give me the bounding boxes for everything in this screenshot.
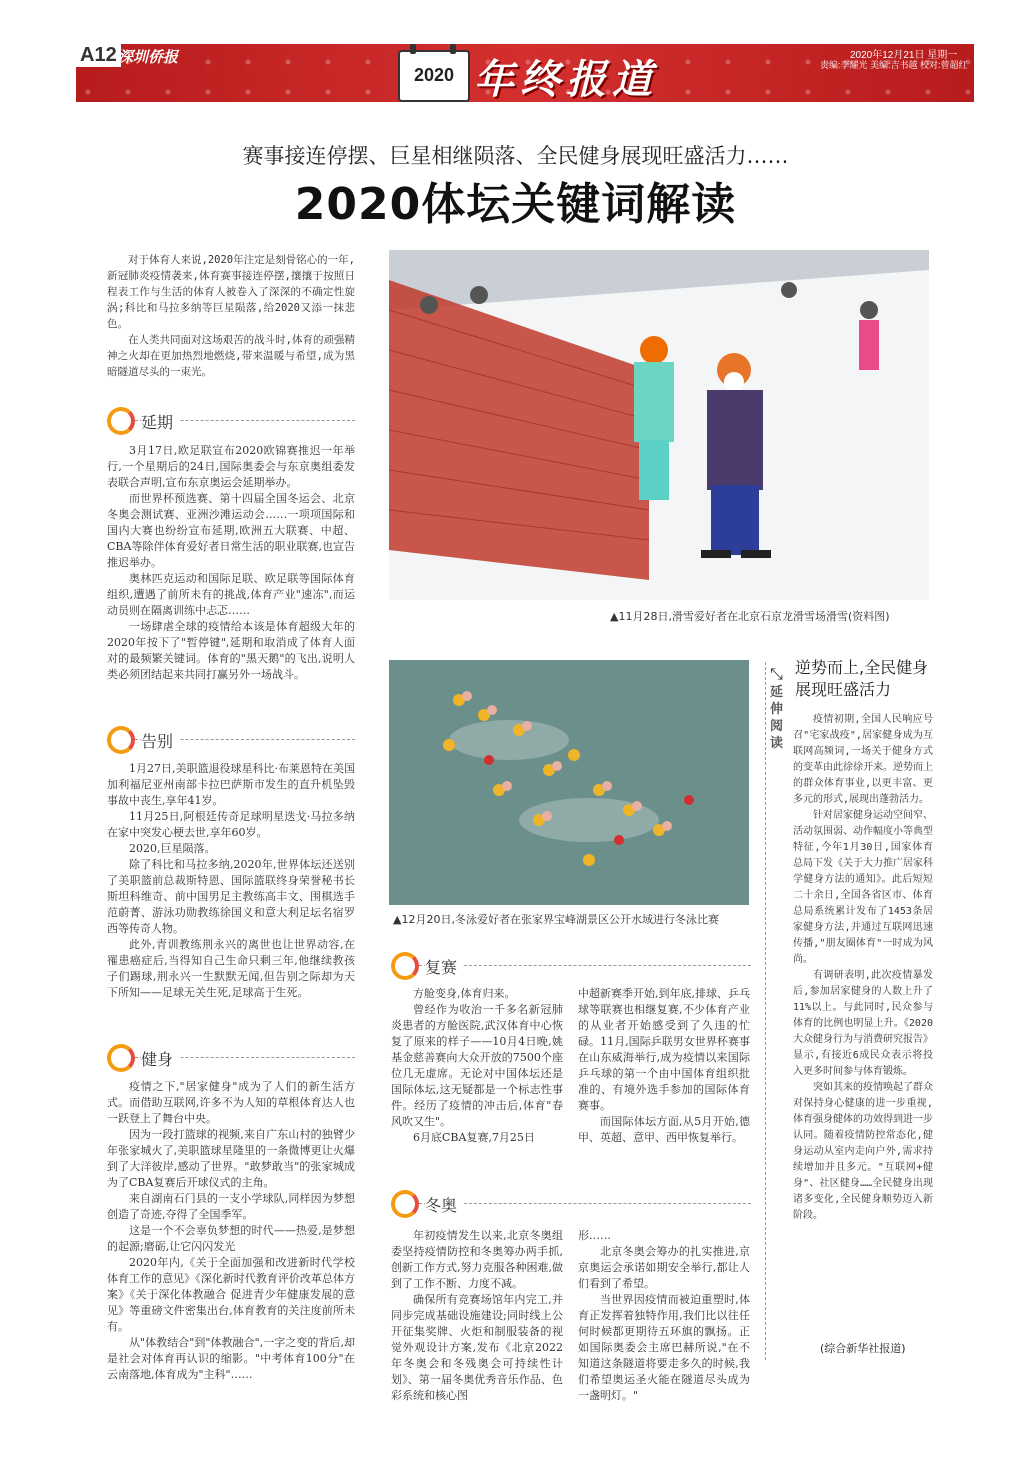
ring-icon bbox=[107, 1044, 135, 1072]
dashed-divider bbox=[419, 1203, 751, 1204]
paragraph: 2020,巨星陨落。 bbox=[129, 842, 216, 855]
paragraph: 这是一个不会辜负梦想的时代——热爱,是梦想的起源;磨砺,让它闪闪发光 bbox=[107, 1224, 355, 1253]
paragraph: 年初疫情发生以来,北京冬奥组委坚持疫情防控和冬奥筹办两手抓,创新工作方式,努力克服各种困难,做到了工作不断、力度不减。 bbox=[391, 1229, 563, 1290]
paragraph: 来自湖南石门县的一支小学球队,同样因为梦想创造了奇迹,夺得了全国季军。 bbox=[107, 1192, 355, 1221]
editor-credits: 责编:李耀光 美编:吉书越 校对:曾超红 bbox=[820, 60, 968, 70]
intro-text bbox=[107, 252, 355, 380]
paragraph: 中超新赛季开始,到年底,排球、乒乓球等联赛也相继复赛,不少体育产业的从业者开始感受到了久违的忙碌。11月,国际乒联男女世界杯赛事在山东威海举行,成为疫情以来国际乒乓球的第一个由中国体育组织批准的、有境外选手参加的国际体育赛事。 bbox=[578, 987, 750, 1112]
winter-text bbox=[391, 1228, 563, 1404]
paragraph: 奥林匹克运动和国际足联、欧足联等国际体育组织,遭遇了前所未有的挑战,体育产业"速冻",而运动员则在隔离训练中忐忑…… bbox=[107, 572, 355, 617]
paragraph: 方舱变身,体育归来。 bbox=[413, 987, 516, 1000]
subtitle: 赛事接连停摆、巨星相继陨落、全民健身展现旺盛活力…… bbox=[242, 144, 789, 168]
paragraph: 针对居家健身运动空间窄、活动氛围弱、动作幅度小等典型特征,今年1月30日,国家体育总局下发《关于大力推广居家科学健身方法的通知》。此后短短二十余日,全国各省区市、体育总局系统累计发布了1453条居家健身方法,并通过互联网迅速传播,"朋友圈体育"一时成为风尚。 bbox=[793, 810, 933, 965]
sidebar-text bbox=[793, 712, 933, 1224]
paragraph: 11月25日,阿根廷传奇足球明星迭戈·马拉多纳在家中突发心梗去世,享年60岁。 bbox=[107, 810, 355, 839]
resume-text bbox=[391, 986, 563, 1146]
intro-paragraph: 对于体育人来说,2020年注定是刻骨铭心的一年,新冠肺炎疫情袭来,体育赛事接连停摆,攘攘于按照日程表工作与生活的体育人被卷入了深深的不确定性旋涡;科比和马拉多纳等巨星陨落,给2020又添一抹悲色。 bbox=[107, 254, 355, 330]
paragraph: 而国际体坛方面,从5月开始,德甲、英超、意甲、西甲恢复举行。 bbox=[578, 1115, 750, 1144]
keyword-label: 延期 bbox=[141, 410, 179, 433]
keyword-label: 健身 bbox=[141, 1047, 179, 1070]
dashed-divider bbox=[419, 965, 751, 966]
newspaper-name: 深圳侨报 bbox=[118, 48, 179, 66]
ring-icon bbox=[391, 952, 419, 980]
fitness-text bbox=[107, 1079, 355, 1383]
ring-icon bbox=[107, 726, 135, 754]
paragraph: 此外,青训教练荆永兴的离世也让世界动容,在罹患癌症后,当得知自己生命只剩三年,他继续教孩子们踢球,荆永兴一生默默无闻,但告别之际却为天下所知——足球无关生死,足球高于生死。 bbox=[107, 938, 355, 999]
keyword-label: 冬奥 bbox=[425, 1193, 463, 1216]
keyword-delay-heading bbox=[107, 407, 355, 435]
intro-paragraph: 在人类共同面对这场艰苦的战斗时,体育的顽强精神之火却在更加热烈地燃烧,带来温暖与希望,成为黑暗隧道尽头的一束光。 bbox=[107, 334, 355, 378]
ski-photo bbox=[389, 250, 929, 600]
sidebar-tag: 延伸阅读 bbox=[770, 685, 784, 751]
paragraph: 6月底CBA复赛,7月25日 bbox=[413, 1131, 535, 1144]
ski-photo-illustration bbox=[389, 250, 929, 600]
swim-photo-illustration bbox=[389, 660, 749, 905]
calendar-icon bbox=[398, 50, 470, 102]
resume-text-continued bbox=[578, 986, 750, 1146]
keyword-resume-heading bbox=[391, 952, 751, 980]
paragraph: 当世界因疫情而被迫重塑时,体育正发挥着独特作用,我们比以往任何时候都更期待五环旗的飘扬。正如国际奥委会主席巴赫所说,"在不知道这条隧道将要走多久的时候,我们希望奥运圣火能在隧道尽头成为一盏明灯。" bbox=[578, 1293, 750, 1402]
paragraph: 形…… bbox=[578, 1229, 611, 1242]
winter-text-continued bbox=[578, 1228, 750, 1404]
calendar-year: 2020 bbox=[413, 65, 455, 85]
paragraph: 而世界杯预选赛、第十四届全国冬运会、北京冬奥会测试赛、亚洲沙滩运动会……一项项国际和国内大赛也纷纷宣布延期,欧洲五大联赛、中超、CBA等除伴体育爱好者日常生活的职业联赛,也宣告推迟举办。 bbox=[107, 492, 355, 569]
section-title: 年终报道 bbox=[474, 57, 658, 103]
paragraph: 曾经作为收治一千多名新冠肺炎患者的方舱医院,武汉体育中心恢复了原来的样子——10月4日晚,姚基金慈善赛向大众开放的7500个座位几无虚席。无论对中国体坛还是国际体坛,这无疑都是一个标志性事件。经历了疫情的冲击后,体育"春风吹又生"。 bbox=[391, 1003, 563, 1128]
paragraph: 因为一段打篮球的视频,来自广东山村的独臂少年张家城火了,美职篮球星隆里的一条微博更让火爆到了大洋彼岸,感动了世界。"敢梦敢当"的张家城成为了CBA复赛后开球仪式的主角。 bbox=[107, 1128, 355, 1189]
paragraph: 突如其来的疫情唤起了群众对保持身心健康的进一步重视,体育强身健体的功效得到进一步认同。随着疫情防控常态化,健身运动从室内走向户外,需求持续增加并且多元。"互联网+健身"、社区健身……全民健身出现诸多变化,全民健身顺势迈入新阶段。 bbox=[793, 1082, 933, 1221]
keyword-winter-heading bbox=[391, 1190, 751, 1218]
keyword-label: 告别 bbox=[141, 729, 179, 752]
zoom-icon: ⤡ bbox=[770, 664, 783, 683]
paragraph: 有调研表明,此次疫情暴发后,参加居家健身的人数上升了11%以上。与此同时,民众参与体育的比例也明显上升。《2020大众健身行为与消费研究报告》显示,有接近6成民众表示将投入更多时间参与体育锻炼。 bbox=[793, 970, 933, 1077]
paragraph: 除了科比和马拉多纳,2020年,世界体坛还送别了美职篮前总裁斯特恩、国际篮联终身荣誉秘书长斯坦科维奇、前中国男足主教练高丰文、围棋选手范蔚菁、游泳功勋教练徐国义和意大利足坛名宿罗西等传奇人物。 bbox=[107, 858, 355, 935]
photo-caption: ▲11月28日,滑雪爱好者在北京石京龙滑雪场滑雪(资料图) bbox=[610, 610, 890, 623]
paragraph: 3月17日,欧足联宣布2020欧锦赛推迟一年举行,一个星期后的24日,国际奥委会与东京奥组委发表联合声明,宣布东京奥运会延期举办。 bbox=[107, 444, 355, 489]
paragraph: 确保所有竞赛场馆年内完工,并同步完成基础设施建设;同时线上公开征集奖牌、火炬和制服装备的视觉外观设计方案,发布《北京2022年冬奥会和冬残奥会可持续性计划》、第一届冬奥优秀音乐作品、色彩系统和核心图 bbox=[391, 1293, 563, 1402]
paragraph: 疫情初期,全国人民响应号召"宅家战疫",居家健身成为互联网高频词,一场关于健身方式的变革由此徐徐开来。逆势而上的群众体育事业,以更丰富、更多元的形式,展现出蓬勃活力。 bbox=[793, 714, 933, 805]
issue-date: 2020年12月21日 星期一 bbox=[850, 50, 958, 61]
paragraph: 1月27日,美职篮退役球星科比·布莱恩特在美国加利福尼亚州南部卡拉巴萨斯市发生的直升机坠毁事故中丧生,享年41岁。 bbox=[107, 762, 355, 807]
swim-photo bbox=[389, 660, 749, 905]
paragraph: 疫情之下,"居家健身"成为了人们的新生活方式。而借助互联网,许多不为人知的草根体育达人也一跃登上了舞台中央。 bbox=[107, 1080, 355, 1125]
keyword-fitness-heading bbox=[107, 1044, 355, 1072]
paragraph: 北京冬奥会筹办的扎实推进,京京奥运会承诺如期安全举行,都让人们看到了希望。 bbox=[578, 1245, 750, 1290]
paragraph: 一场肆虐全球的疫情给本该是体育超级大年的2020年按下了"暂停键",延期和取消成了体育人面对的最频繁关键词。体育的"黑天鹅"的飞出,说明人类必须团结起来共同打赢另外一场战斗。 bbox=[107, 620, 355, 681]
delay-text bbox=[107, 443, 355, 683]
page-number: A12 bbox=[76, 44, 121, 67]
paragraph: 从"体教结合"到"体教融合",一字之变的背后,却是社会对体育再认识的缩影。"中考体育100分"在云南落地,体育成为"主科"…… bbox=[107, 1336, 355, 1381]
photo-caption: ▲12月20日,冬泳爱好者在张家界宝峰湖景区公开水域进行冬泳比赛 bbox=[393, 913, 719, 926]
paragraph: 2020年内,《关于全面加强和改进新时代学校体育工作的意见》《深化新时代教育评价改革总体方案》《关于深化体教融合 促进青少年健康发展的意见》等重磅文件密集出台,体育教育的关注度前所未有。 bbox=[107, 1256, 355, 1333]
keyword-label: 复赛 bbox=[425, 955, 463, 978]
source-credit: (综合新华社报道) bbox=[820, 1342, 906, 1355]
keyword-farewell-heading bbox=[107, 726, 355, 754]
sidebar-title: 逆势而上,全民健身展现旺盛活力 bbox=[795, 658, 929, 699]
page-title: 2020体坛关键词解读 bbox=[294, 179, 737, 230]
ring-icon bbox=[107, 407, 135, 435]
ring-icon bbox=[391, 1190, 419, 1218]
farewell-text bbox=[107, 761, 355, 1001]
